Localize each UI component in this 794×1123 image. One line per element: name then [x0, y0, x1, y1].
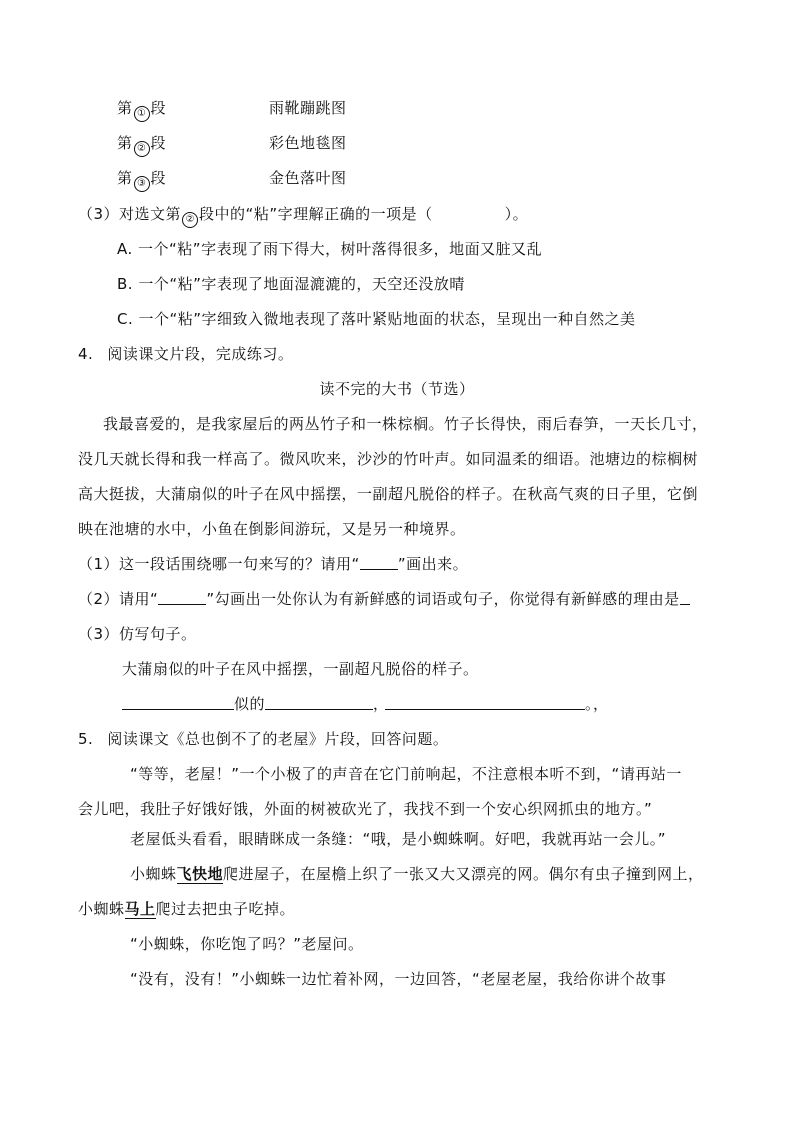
match-picture-2: 彩色地毯图 — [269, 134, 347, 152]
imitation-blanks — [122, 694, 609, 714]
match-label-prefix: 第 — [117, 134, 133, 152]
answer-blank[interactable] — [385, 694, 585, 710]
q4-sub1 — [78, 554, 468, 574]
example-sentence: 大蒲扇似的叶子在风中摇摆，一副超凡脱俗的样子。 — [122, 660, 479, 678]
q3-stem — [78, 204, 528, 228]
story-line — [78, 899, 295, 919]
match-label-suffix: 段 — [150, 99, 167, 117]
q4-sub1-text: （1）这一段话围绕哪一句来写的？请用“ — [78, 555, 360, 573]
story-line: “等等，老屋！”一个小极了的声音在它门前响起，不注意根本听不到，“请再站一 — [130, 765, 682, 783]
underline-sample — [360, 554, 398, 570]
q4-sub3: （3）仿写句子。 — [78, 625, 197, 643]
circled-number: ② — [134, 141, 150, 157]
story-text: 小蜘蛛 — [78, 900, 125, 918]
question-instruction: 阅读课文《总也倒不了的老屋》片段，回答问题。 — [107, 730, 449, 748]
story-line: “小蜘蛛，你吃饱了吗？”老屋问。 — [130, 935, 364, 953]
q4-sub1-text: ”画出来。 — [397, 555, 469, 573]
q4-header — [78, 344, 293, 364]
circled-number: ③ — [134, 176, 150, 192]
circled-number: ② — [182, 212, 198, 228]
match-row-3 — [117, 168, 166, 192]
match-picture-1: 雨靴蹦跳图 — [269, 99, 347, 117]
question-number: 4. — [78, 345, 94, 363]
passage-title: 读不完的大书（节选） — [319, 380, 475, 398]
emphasized-word: 马上 — [124, 900, 156, 918]
story-line: 会儿吧，我肚子好饿好饿，外面的树被砍光了，我找不到一个安心织网抓虫的地方。” — [78, 800, 653, 818]
q4-sub2 — [78, 589, 690, 609]
story-line — [130, 864, 704, 884]
match-label-suffix: 段 — [150, 134, 167, 152]
passage-line: 映在池塘的水中，小鱼在倒影间游玩，又是另一种境界。 — [78, 520, 466, 538]
blank-connector: 似的 — [234, 695, 266, 713]
q3-option-c[interactable]: C. 一个“粘”字细致入微地表现了落叶紧贴地面的状态，呈现出一种自然之美 — [117, 310, 636, 328]
q3-stem-text: （3）对选文第 — [78, 205, 182, 223]
q4-sub2-text: ”勾画出一处你认为有新鲜感的词语或句子，你觉得有新鲜感的理由是 — [206, 590, 680, 608]
underline-sample — [158, 589, 206, 605]
passage-line: 没几天就长得和我一样高了。微风吹来，沙沙的竹叶声。如同温柔的细语。池塘边的棕榈树 — [78, 450, 699, 468]
answer-blank[interactable] — [680, 589, 690, 605]
blank-comma: ， — [373, 695, 389, 713]
circled-number: ① — [134, 106, 150, 122]
story-text: 爬进屋子，在屋檐上织了一张又大又漂亮的网。偶尔有虫子撞到网上， — [223, 865, 704, 883]
story-text: 小蜘蛛 — [130, 865, 177, 883]
passage-line: 高大挺拔，大蒲扇似的叶子在风中摇摆，一副超凡脱俗的样子。在秋高气爽的日子里，它倒 — [78, 485, 699, 503]
q5-header — [78, 729, 448, 749]
match-label-suffix: 段 — [150, 169, 167, 187]
question-number: 5. — [78, 730, 94, 748]
story-line: “没有，没有！”小蜘蛛一边忙着补网，一边回答，“老屋老屋，我给你讲个故事 — [130, 970, 667, 988]
q3-option-b[interactable]: B. 一个“粘”字表现了地面湿漉漉的，天空还没放晴 — [117, 275, 465, 293]
match-label-prefix: 第 — [117, 169, 133, 187]
blank-end: 。， — [585, 695, 609, 713]
q3-stem-text: 段中的“粘”字理解正确的一项是（ — [199, 205, 433, 223]
q3-stem-end: ）。 — [504, 205, 529, 223]
passage-line: 我最喜爱的，是我家屋后的两丛竹子和一株棕榈。竹子长得快，雨后春笋，一天长几寸， — [103, 415, 708, 433]
emphasized-word: 飞快地 — [176, 865, 224, 883]
answer-blank[interactable] — [122, 694, 234, 710]
story-line: 老屋低头看看，眼睛眯成一条缝：“哦，是小蜘蛛啊。好吧，我就再站一会儿。” — [130, 830, 667, 848]
question-instruction: 阅读课文片段，完成练习。 — [107, 345, 294, 363]
match-row-1 — [117, 98, 166, 122]
q3-option-a[interactable]: A. 一个“粘”字表现了雨下得大，树叶落得很多，地面又脏又乱 — [117, 240, 543, 258]
match-picture-3: 金色落叶图 — [269, 169, 347, 187]
match-row-2 — [117, 133, 166, 157]
q4-sub2-text: （2）请用“ — [78, 590, 159, 608]
answer-blank[interactable] — [265, 694, 373, 710]
match-label-prefix: 第 — [117, 99, 133, 117]
story-text: 爬过去把虫子吃掉。 — [155, 900, 296, 918]
